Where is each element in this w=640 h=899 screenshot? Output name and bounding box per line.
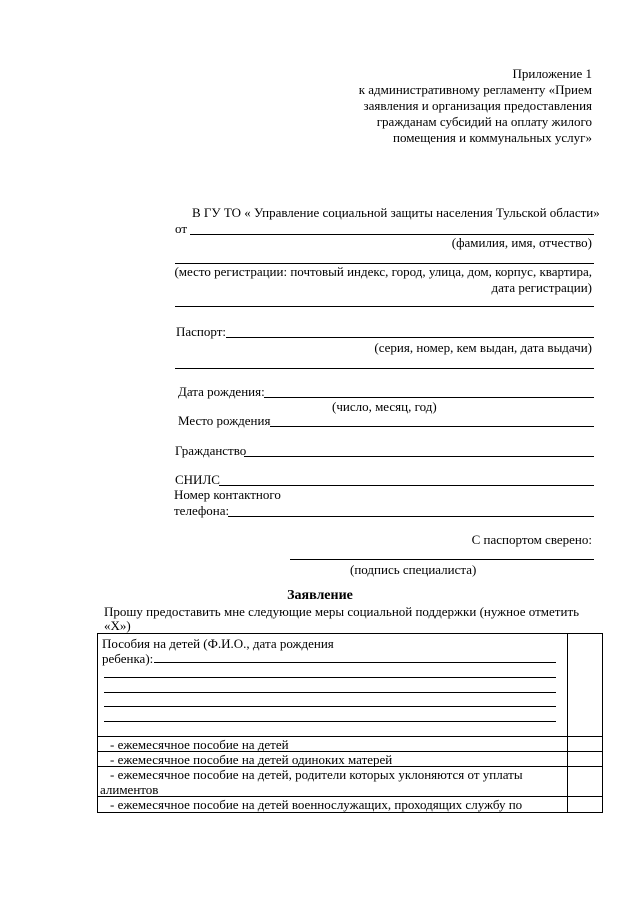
birth-date-hint: (число, месяц, год) (332, 399, 437, 414)
statement-request: Прошу предоставить мне следующие меры социальной поддержки (нужное отметить (104, 604, 580, 619)
birth-place-field[interactable] (270, 426, 594, 427)
specialist-signature-field[interactable] (290, 559, 594, 560)
row-label: - ежемесячное пособие на детей одиноких матерей (110, 752, 393, 767)
checkbox-cell[interactable] (568, 766, 602, 796)
child-line[interactable] (154, 662, 556, 663)
appendix-line: помещения и коммунальных услуг» (393, 130, 592, 145)
citizenship-field[interactable] (244, 456, 594, 457)
appendix-line: гражданам субсидий на оплату жилого (376, 114, 592, 129)
statement-request-2: «Х») (104, 618, 131, 633)
children-label: Пособия на детей (Ф.И.О., дата рождения (102, 636, 334, 651)
row-label: - ежемесячное пособие на детей, родители которых уклоняются от уплаты (110, 767, 523, 782)
registration-hint-2: дата регистрации) (491, 280, 592, 295)
birth-place-label: Место рождения (178, 413, 271, 428)
appendix-line: заявления и организация предоставления (363, 98, 592, 113)
passport-label: Паспорт: (176, 324, 227, 339)
row-label: - ежемесячное пособие на детей (110, 737, 289, 752)
citizenship-label: Гражданство (175, 443, 247, 458)
child-line[interactable] (104, 677, 556, 678)
table-row (98, 766, 602, 797)
statement-title: Заявление (287, 588, 353, 603)
from-label: от (175, 221, 188, 236)
table-row (98, 751, 602, 767)
specialist-signature-hint: (подпись специалиста) (350, 562, 477, 577)
passport-hint: (серия, номер, кем выдан, дата выдачи) (374, 340, 592, 355)
fio-hint: (фамилия, имя, отчество) (451, 235, 592, 250)
verified-text: С паспортом сверено: (471, 532, 592, 547)
passport-field-2[interactable] (175, 368, 594, 369)
child-line[interactable] (104, 706, 556, 707)
table-row (98, 796, 602, 813)
child-line[interactable] (104, 721, 556, 722)
snils-label: СНИЛС (175, 472, 220, 487)
phone-field[interactable] (228, 516, 594, 517)
row-label: - ежемесячное пособие на детей военнослужащих, проходящих службу по (110, 797, 523, 812)
snils-field[interactable] (219, 485, 594, 486)
birth-date-label: Дата рождения: (178, 384, 265, 399)
checkbox-cell[interactable] (568, 736, 602, 751)
appendix-title: Приложение 1 (512, 66, 592, 81)
registration-field-2[interactable] (175, 306, 594, 307)
table-row (98, 736, 602, 752)
phone-label-2: телефона: (174, 503, 230, 518)
checkbox-cell[interactable] (568, 751, 602, 766)
checkbox-cell[interactable] (568, 796, 602, 812)
children-label-2: ребенка): (102, 651, 154, 666)
appendix-line: к административному регламенту «Прием (358, 82, 592, 97)
row-label-2: алиментов (100, 782, 159, 797)
phone-label: Номер контактного (174, 487, 281, 502)
addressee: В ГУ ТО « Управление социальной защиты населения Тульской области» (192, 205, 600, 220)
registration-hint: (место регистрации: почтовый индекс, город, улица, дом, корпус, квартира, (174, 264, 592, 279)
child-line[interactable] (104, 692, 556, 693)
birth-date-field[interactable] (264, 397, 594, 398)
passport-field[interactable] (226, 337, 594, 338)
